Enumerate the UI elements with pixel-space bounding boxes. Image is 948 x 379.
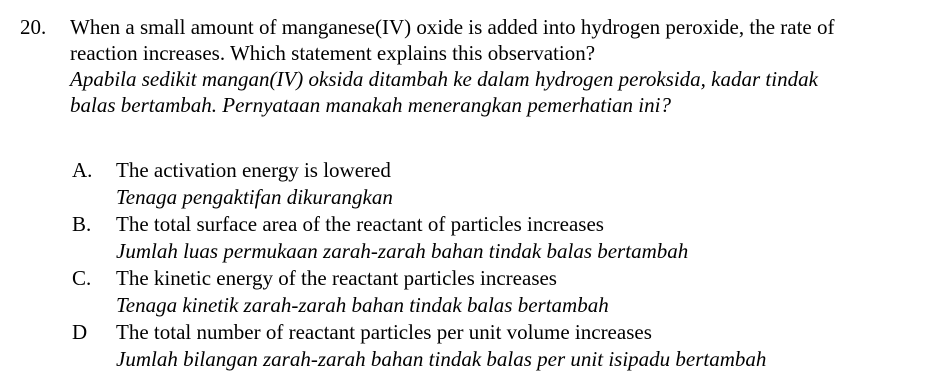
question-stem (70, 14, 940, 118)
option-text-malay: Jumlah luas permukaan zarah-zarah bahan tindak balas bertambah (116, 239, 689, 263)
option-d[interactable] (0, 319, 948, 373)
option-text-english: The kinetic energy of the reactant particles increases (116, 266, 557, 290)
option-a[interactable] (0, 157, 948, 211)
stem-english-line-1: When a small amount of manganese(IV) oxide is added into hydrogen peroxide, the rate of (70, 15, 835, 39)
stem-malay-line-1: Apabila sedikit mangan(IV) oksida ditambah ke dalam hydrogen peroksida, kadar tindak (70, 67, 818, 91)
option-text-malay: Tenaga pengaktifan dikurangkan (116, 185, 393, 209)
option-letter: A. (72, 158, 93, 182)
option-text-malay: Jumlah bilangan zarah-zarah bahan tindak balas per unit isipadu bertambah (116, 347, 767, 371)
stem-english-line-2: reaction increases. Which statement explains this observation? (70, 41, 596, 65)
answer-options (0, 157, 948, 373)
option-text-malay: Tenaga kinetik zarah-zarah bahan tindak balas bertambah (116, 293, 609, 317)
option-c[interactable] (0, 265, 948, 319)
option-letter: D (72, 320, 88, 344)
option-text-english: The total number of reactant particles per unit volume increases (116, 320, 652, 344)
question-number: 20. (20, 15, 47, 39)
option-text-english: The total surface area of the reactant of particles increases (116, 212, 604, 236)
option-letter: B. (72, 212, 92, 236)
option-b[interactable] (0, 211, 948, 265)
option-text-english: The activation energy is lowered (116, 158, 391, 182)
stem-malay-line-2: balas bertambah. Pernyataan manakah menerangkan pemerhatian ini? (70, 93, 671, 117)
option-letter: C. (72, 266, 92, 290)
